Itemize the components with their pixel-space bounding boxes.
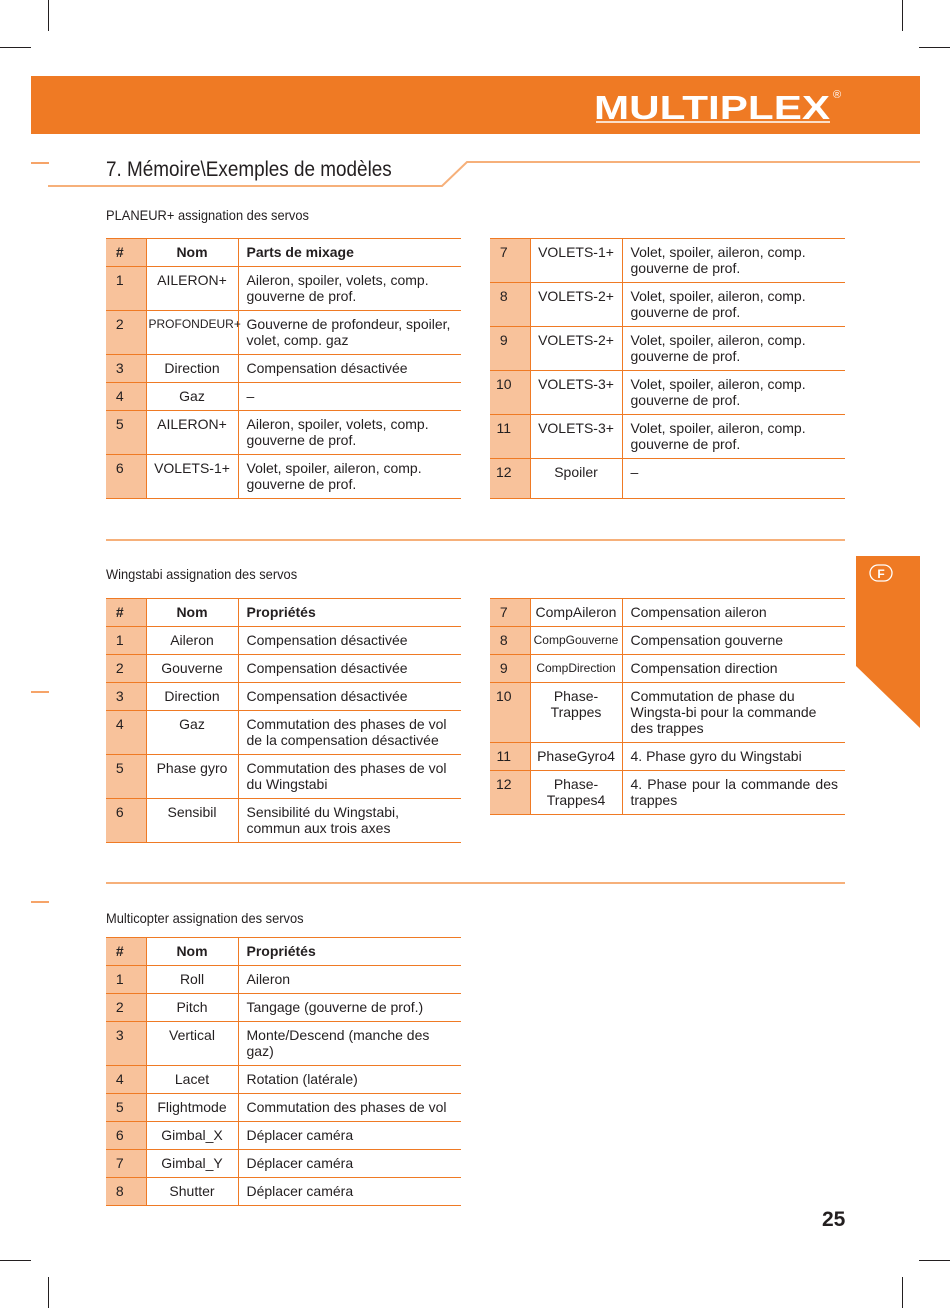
row-number: 1 xyxy=(106,267,146,311)
table-row xyxy=(490,599,845,627)
row-number: 12 xyxy=(490,771,530,815)
multicopter-heading: Multicopter assignation des servos xyxy=(106,910,304,926)
row-value: – xyxy=(622,459,845,499)
row-value: – xyxy=(238,383,461,411)
table-row xyxy=(106,1122,461,1150)
row-number: 2 xyxy=(106,994,146,1022)
row-name: Phase-Trappes xyxy=(530,683,622,743)
row-value: Aileron, spoiler, volets, comp. gouverne de prof. xyxy=(238,411,461,455)
row-name: VOLETS-1+ xyxy=(530,239,622,283)
row-name: VOLETS-3+ xyxy=(530,415,622,459)
crop-mark xyxy=(48,0,49,31)
row-name: Direction xyxy=(146,683,238,711)
table-row xyxy=(106,383,461,411)
row-name: Phase-Trappes4 xyxy=(530,771,622,815)
table-row xyxy=(106,1150,461,1178)
row-name: CompAileron xyxy=(530,599,622,627)
table-header-row xyxy=(106,938,461,966)
row-name: CompGouverne xyxy=(530,627,622,655)
row-number: 7 xyxy=(106,1150,146,1178)
table-row xyxy=(106,1022,461,1066)
row-number: 6 xyxy=(106,799,146,843)
wingstabi-table-right xyxy=(490,598,845,815)
table-row xyxy=(490,655,845,683)
title-underline xyxy=(0,150,950,190)
planeur-table-right xyxy=(490,238,845,499)
col-header-number: # xyxy=(106,239,146,267)
row-number: 3 xyxy=(106,355,146,383)
table-row xyxy=(490,239,845,283)
row-name: VOLETS-3+ xyxy=(530,371,622,415)
row-number: 10 xyxy=(490,683,530,743)
crop-mark xyxy=(902,0,903,31)
row-value: Monte/Descend (manche des gaz) xyxy=(238,1022,461,1066)
row-value: 4. Phase pour la commande des trappes xyxy=(622,771,845,815)
table-row xyxy=(106,966,461,994)
table-row xyxy=(106,355,461,383)
table-row xyxy=(106,711,461,755)
row-name: Phase gyro xyxy=(146,755,238,799)
row-value: Compensation aileron xyxy=(622,599,845,627)
row-value: Volet, spoiler, aileron, comp. gouverne de prof. xyxy=(622,371,845,415)
row-value: Commutation des phases de vol de la compensation désactivée xyxy=(238,711,461,755)
col-header-number: # xyxy=(106,599,146,627)
table-row xyxy=(106,655,461,683)
row-number: 2 xyxy=(106,655,146,683)
row-number: 1 xyxy=(106,966,146,994)
row-number: 7 xyxy=(490,599,530,627)
section-title: 7. Mémoire\Exemples de modèles xyxy=(106,158,392,181)
table-row xyxy=(490,415,845,459)
table-row xyxy=(490,771,845,815)
table-row xyxy=(106,1066,461,1094)
row-value: Compensation gouverne xyxy=(622,627,845,655)
wingstabi-heading: Wingstabi assignation des servos xyxy=(106,566,298,582)
table-row xyxy=(490,627,845,655)
row-number: 11 xyxy=(490,743,530,771)
row-number: 7 xyxy=(490,239,530,283)
row-number: 5 xyxy=(106,755,146,799)
row-value: Compensation désactivée xyxy=(238,683,461,711)
table-row xyxy=(490,371,845,415)
table-row xyxy=(106,455,461,499)
row-value: Aileron, spoiler, volets, comp. gouverne de prof. xyxy=(238,267,461,311)
table-row xyxy=(106,994,461,1022)
table-row xyxy=(106,683,461,711)
table-row xyxy=(106,799,461,843)
row-name: AILERON+ xyxy=(146,267,238,311)
row-value: Tangage (gouverne de prof.) xyxy=(238,994,461,1022)
row-value: Compensation direction xyxy=(622,655,845,683)
row-value: Sensibilité du Wingstabi, commun aux trois axes xyxy=(238,799,461,843)
row-number: 5 xyxy=(106,411,146,455)
row-name: VOLETS-1+ xyxy=(146,455,238,499)
col-header-name: Nom xyxy=(146,938,238,966)
row-value: Volet, spoiler, aileron, comp. gouverne de prof. xyxy=(622,283,845,327)
margin-tick xyxy=(31,901,49,903)
row-name: Sensibil xyxy=(146,799,238,843)
brand-name: MULTIPLEX xyxy=(594,89,830,126)
row-name: Gaz xyxy=(146,711,238,755)
row-number: 5 xyxy=(106,1094,146,1122)
table-row xyxy=(490,683,845,743)
col-header-properties: Propriétés xyxy=(238,938,461,966)
row-value: Volet, spoiler, aileron, comp. gouverne de prof. xyxy=(622,415,845,459)
row-value: Déplacer caméra xyxy=(238,1178,461,1206)
row-value: Volet, spoiler, aileron, comp. gouverne de prof. xyxy=(622,239,845,283)
col-header-properties: Propriétés xyxy=(238,599,461,627)
crop-mark xyxy=(48,1277,49,1308)
crop-mark xyxy=(902,1277,903,1308)
crop-mark xyxy=(919,47,950,48)
row-value: Gouverne de profondeur, spoiler, volet, comp. gaz xyxy=(238,311,461,355)
row-name: PROFONDEUR+ xyxy=(146,311,238,355)
table-row xyxy=(490,327,845,371)
margin-tick xyxy=(31,691,49,693)
row-number: 4 xyxy=(106,1066,146,1094)
table-row xyxy=(490,459,845,499)
page-number: 25 xyxy=(822,1208,846,1231)
row-value: Compensation désactivée xyxy=(238,355,461,383)
table-row xyxy=(490,743,845,771)
crop-mark xyxy=(0,47,31,48)
language-label: F xyxy=(877,567,885,581)
row-name: Shutter xyxy=(146,1178,238,1206)
row-number: 6 xyxy=(106,1122,146,1150)
row-number: 6 xyxy=(106,455,146,499)
row-name: Lacet xyxy=(146,1066,238,1094)
row-name: Spoiler xyxy=(530,459,622,499)
row-value: Rotation (latérale) xyxy=(238,1066,461,1094)
row-number: 4 xyxy=(106,711,146,755)
row-name: Flightmode xyxy=(146,1094,238,1122)
row-name: Gouverne xyxy=(146,655,238,683)
table-row xyxy=(106,627,461,655)
row-value: Commutation de phase du Wingsta-bi pour la commande des trappes xyxy=(622,683,845,743)
multiplex-logo xyxy=(592,86,842,126)
row-name: CompDirection xyxy=(530,655,622,683)
row-number: 2 xyxy=(106,311,146,355)
row-value: Compensation désactivée xyxy=(238,627,461,655)
row-number: 12 xyxy=(490,459,530,499)
row-number: 9 xyxy=(490,327,530,371)
row-number: 10 xyxy=(490,371,530,415)
table-row xyxy=(490,283,845,327)
row-value: Aileron xyxy=(238,966,461,994)
row-number: 3 xyxy=(106,1022,146,1066)
row-number: 11 xyxy=(490,415,530,459)
crop-mark xyxy=(919,1260,950,1261)
table-row xyxy=(106,311,461,355)
row-value: Volet, spoiler, aileron, comp. gouverne de prof. xyxy=(238,455,461,499)
col-header-name: Nom xyxy=(146,239,238,267)
row-number: 4 xyxy=(106,383,146,411)
row-name: Direction xyxy=(146,355,238,383)
row-name: Gimbal_Y xyxy=(146,1150,238,1178)
table-row xyxy=(106,1178,461,1206)
row-number: 8 xyxy=(490,627,530,655)
row-name: VOLETS-2+ xyxy=(530,283,622,327)
table-row xyxy=(106,411,461,455)
crop-mark xyxy=(0,1260,31,1261)
row-value: Commutation des phases de vol du Wingstabi xyxy=(238,755,461,799)
row-name: Gaz xyxy=(146,383,238,411)
planeur-table-left xyxy=(106,238,461,499)
col-header-number: # xyxy=(106,938,146,966)
multicopter-table xyxy=(106,937,461,1206)
section-divider xyxy=(106,539,845,541)
language-tab xyxy=(856,556,920,728)
row-value: Déplacer caméra xyxy=(238,1150,461,1178)
row-value: Compensation désactivée xyxy=(238,655,461,683)
row-value: Volet, spoiler, aileron, comp. gouverne de prof. xyxy=(622,327,845,371)
row-name: Vertical xyxy=(146,1022,238,1066)
col-header-mix: Parts de mixage xyxy=(238,239,461,267)
row-number: 9 xyxy=(490,655,530,683)
row-name: AILERON+ xyxy=(146,411,238,455)
row-name: Aileron xyxy=(146,627,238,655)
table-row xyxy=(106,267,461,311)
wingstabi-table-left xyxy=(106,598,461,843)
row-number: 1 xyxy=(106,627,146,655)
row-value: Commutation des phases de vol xyxy=(238,1094,461,1122)
row-value: Déplacer caméra xyxy=(238,1122,461,1150)
row-name: Pitch xyxy=(146,994,238,1022)
planeur-heading: PLANEUR+ assignation des servos xyxy=(106,207,309,223)
row-number: 3 xyxy=(106,683,146,711)
row-value: 4. Phase gyro du Wingstabi xyxy=(622,743,845,771)
section-divider xyxy=(106,882,845,884)
table-header-row xyxy=(106,599,461,627)
row-name: Gimbal_X xyxy=(146,1122,238,1150)
table-row xyxy=(106,1094,461,1122)
row-name: Roll xyxy=(146,966,238,994)
registered-mark: ® xyxy=(833,89,842,101)
row-name: PhaseGyro4 xyxy=(530,743,622,771)
col-header-name: Nom xyxy=(146,599,238,627)
row-number: 8 xyxy=(106,1178,146,1206)
table-row xyxy=(106,755,461,799)
table-header-row xyxy=(106,239,461,267)
row-name: VOLETS-2+ xyxy=(530,327,622,371)
row-number: 8 xyxy=(490,283,530,327)
